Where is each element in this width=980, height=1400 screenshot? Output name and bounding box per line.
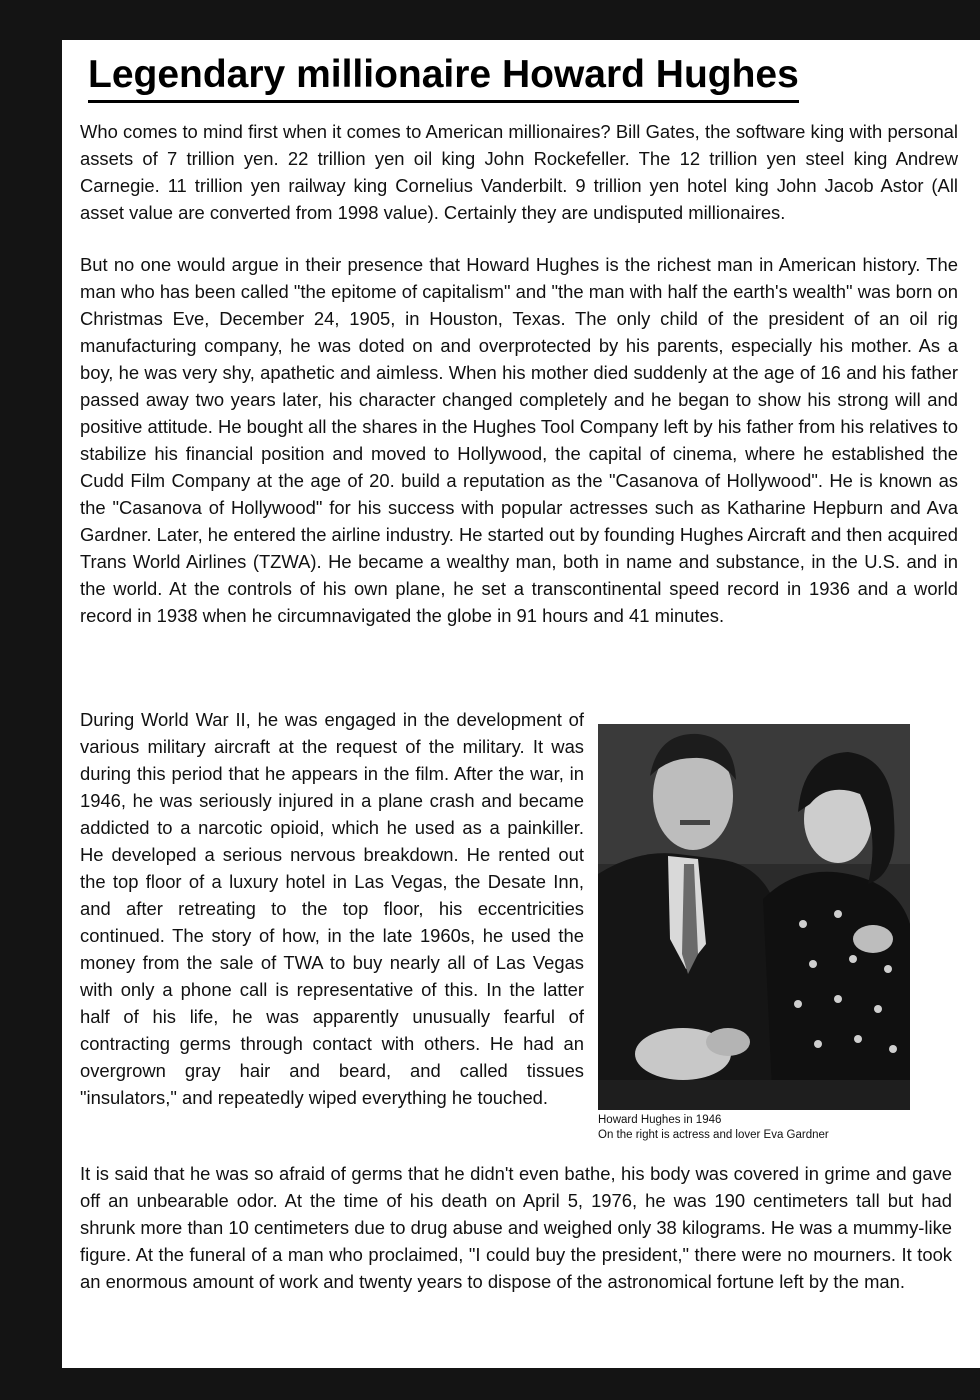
paragraph-intro: Who comes to mind first when it comes to American millionaires? Bill Gates, the software king with personal assets of 7 trillion yen. 22 trillion yen oil king John Rockefeller. The 12 trillion yen steel king Andrew Carnegie. 11 trillion yen railway king Cornelius Vanderbilt. 9 trillion yen hotel king John Jacob Astor (All asset value are converted from 1998 value). Certainly they are undisputed millionaires. [80,121,958,223]
article-title: Legendary millionaire Howard Hughes [88,52,799,103]
paragraph-war-years: During World War II, he was engaged in the development of various military aircraft at the request of the military. It was during this period that he appears in the film. After the war, in 1946, he was seriously injured in a plane crash and became addicted to a narcotic opioid, which he used as a painkiller. He developed a serious nervous breakdown. He rented out the top floor of a luxury hotel in Las Vegas, the Desate Inn, and after retreating to the top floor, his eccentricities continued. The story of how, in the late 1960s, he used the money from the sale of TWA to buy nearly all of Las Vegas with only a phone call is representative of this. In the latter half of his life, he was apparently unusually fearful of contracting germs through contact with others. He had an overgrown gray hair and beard, and called tissues "insulators," and repeatedly wiped everything he touched. [80,709,584,1108]
photo-hughes-gardner [598,724,910,1110]
caption-line-1: Howard Hughes in 1946 [598,1114,722,1126]
caption-line-2: On the right is actress and lover Eva Gardner [598,1129,829,1141]
paragraph-final-years: It is said that he was so afraid of germs that he didn't even bathe, his body was covered in grime and gave off an unbearable odor. At the time of his death on April 5, 1976, he was 190 centimeters tall but had shrunk more than 10 centimeters due to drug abuse and weighed only 38 kilograms. He was a mummy-like figure. At the funeral of a man who proclaimed, "I could buy the president," there were no mourners. It took an enormous amount of work and twenty years to dispose of the astronomical fortune left by the man. [80,1163,952,1292]
document-page [62,40,980,1368]
paragraph-biography: But no one would argue in their presence that Howard Hughes is the richest man in American history. The man who has been called "the epitome of capitalism" and "the man with half the earth's wealth" was born on Christmas Eve, December 24, 1905, in Houston, Texas. The only child of the president of an oil rig manufacturing company, he was doted on and overprotected by his parents, especially his mother. As a boy, he was very shy, apathetic and aimless. When his mother died suddenly at the age of 16 and his father passed away two years later, his character changed completely and he began to show his strong will and positive attitude. He bought all the shares in the Hughes Tool Company left by his father from his relatives to stabilize his financial position and moved to Hollywood, the capital of cinema, where he established the Cudd Film Company at the age of 20. build a reputation as the "Casanova of Hollywood". He is known as the "Casanova of Hollywood" for his success with popular actresses such as Katharine Hepburn and Ava Gardner. Later, he entered the airline industry. He started out by founding Hughes Aircraft and then acquired Trans World Airlines (TZWA). He became a wealthy man, both in name and substance, in the U.S. and in the world. At the controls of his own plane, he set a transcontinental speed record in 1936 and a world record in 1938 when he circumnavigated the globe in 91 hours and 41 minutes. [80,254,958,626]
photo-caption [598,1113,829,1143]
